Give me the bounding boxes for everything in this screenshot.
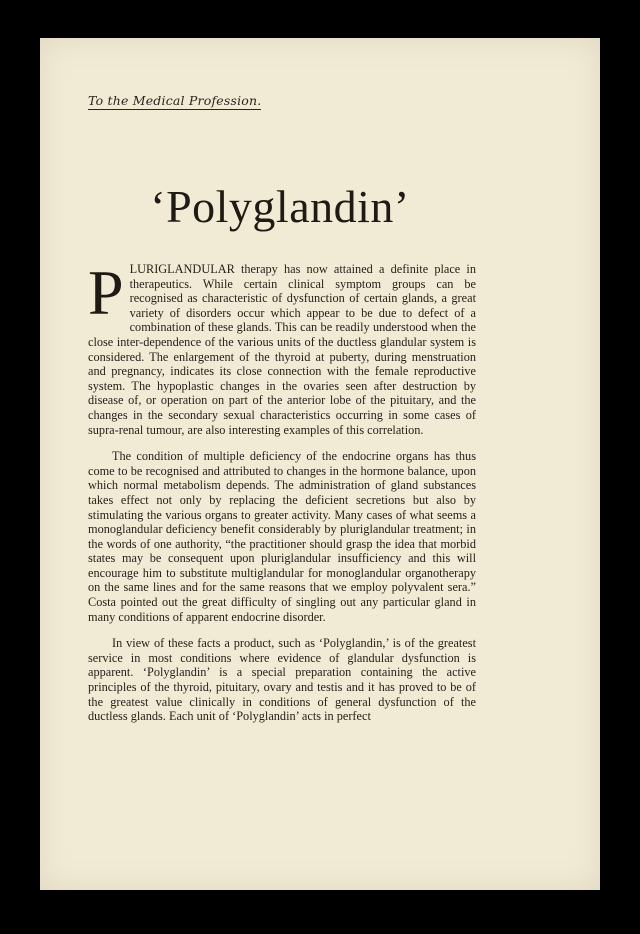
body-text — [88, 257, 476, 736]
paragraph-2: The condition of multiple deficiency of the endocrine organs has thus come to be recognised and attributed to changes in the hormone balance, upon which normal metabolism depends. The administration of gland substances takes effect not only by replacing the deficient secretions but also by stimulating the various organs to greater activity. Many cases of what seems a monoglandular deficiency benefit considerably by pluriglandular treatment; in the words of one authority, “the practitioner should grasp the idea that morbid states may be consequent upon pluriglandular insufficiency and this will encourage him to substitute multiglandular for monoglandular organotherapy on the same lines and for the same reasons that we employ polyvalent sera.” Costa pointed out the great difficulty of singling out any particular gland in many conditions of apparent endocrine disorder. — [88, 449, 476, 624]
drop-cap: P — [88, 257, 124, 328]
document-title: ‘Polyglandin’ — [150, 181, 410, 232]
header-line: To the Medical Profession. — [88, 93, 262, 108]
paragraph-1-text: LURIGLANDULAR therapy has now attained a definite place in therapeutics. While certain clinical symptom groups can be recognised as characteristic of dysfunction of certain glands, a great variety of disorders occur which appear to be due to defect of a combination of these glands. This can be readily understood when the close inter-dependence of the various units of the ductless glandular system is considered. The enlargement of the thyroid at puberty, during menstruation and pregnancy, indicates its close connection with the female reproductive system. The hypoplastic changes in the ovaries seen after destruction by disease of, or operation on part of the anterior lobe of the pituitary, and the changes in the secondary sexual characteristics occurring in some cases of supra-renal tumour, are also interesting examples of this correlation. — [88, 262, 476, 437]
paragraph-3: In view of these facts a product, such as ‘Polyglandin,’ is of the greatest service in most conditions where evidence of glandular dysfunction is apparent. ‘Polyglandin’ is a special preparation containing the active principles of the thyroid, pituitary, ovary and testis and it has proved to be of the greatest value clinically in conditions of general dysfunction of the ductless glands. Each unit of ‘Polyglandin’ acts in perfect — [88, 636, 476, 724]
paragraph-1 — [88, 257, 476, 437]
